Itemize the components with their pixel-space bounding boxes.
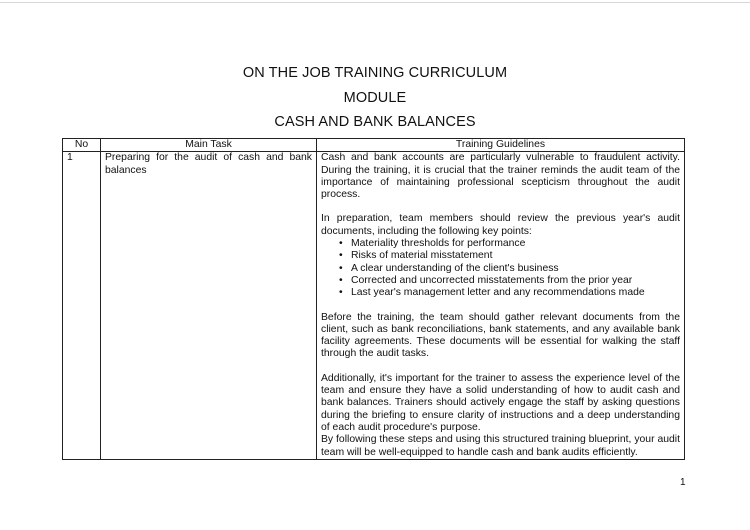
- guideline-paragraph: By following these steps and using this structured training blueprint, your audit team will be well-equipped to handle cash and bank audits efficiently.: [321, 434, 680, 458]
- list-item: • Last year's management letter and any recommendations made: [339, 287, 645, 299]
- bullet-icon: •: [339, 262, 343, 274]
- guideline-paragraph: Before the training, the team should gather relevant documents from the client, such as bank reconciliations, bank statements, and any available bank facility agreements. These documents will be essential for walking the staff through the audit tasks.: [321, 311, 680, 360]
- table-header-row: [63, 139, 685, 152]
- main-task-cell: Preparing for the audit of cash and bank balances: [101, 152, 317, 460]
- module-label: MODULE: [343, 90, 407, 106]
- module-name: CASH AND BANK BALANCES: [274, 114, 476, 130]
- guideline-paragraph: In preparation, team members should review the previous year's audit documents, including the following key points:: [321, 213, 680, 237]
- bullet-icon: •: [339, 274, 343, 286]
- bullet-icon: •: [339, 287, 343, 299]
- table-row: [63, 152, 685, 460]
- header-training-guidelines: Training Guidelines: [317, 139, 685, 152]
- row-number: 1: [63, 152, 101, 460]
- list-item: • Materiality thresholds for performance: [339, 238, 526, 250]
- guideline-paragraph: Additionally, it's important for the trainer to assess the experience level of the team and ensure they have a solid understanding of how to audit cash and bank balances. Trainers should actively engage the staff by asking questions during the briefing to ensure clarity of instructions and a deep understanding of each audit procedure's purpose.: [321, 372, 680, 433]
- document-title: ON THE JOB TRAINING CURRICULUM: [242, 65, 508, 81]
- list-item: • A clear understanding of the client's business: [339, 262, 559, 274]
- curriculum-table: [62, 138, 685, 460]
- key-points-list: [321, 238, 680, 299]
- header-no: No: [63, 139, 101, 152]
- bullet-icon: •: [339, 250, 343, 262]
- guideline-paragraph: Cash and bank accounts are particularly vulnerable to fraudulent activity. During the training, it is crucial that the trainer reminds the audit team of the importance of maintaining professional scepticism throughout the audit process.: [321, 152, 680, 201]
- bullet-icon: •: [339, 238, 343, 250]
- scan-top-edge: [0, 2, 750, 3]
- page-number: 1: [680, 477, 686, 488]
- header-main-task: Main Task: [101, 139, 317, 152]
- list-item: • Risks of material misstatement: [339, 250, 493, 262]
- list-item: • Corrected and uncorrected misstatements from the prior year: [339, 274, 633, 286]
- training-guidelines-cell: [317, 152, 685, 460]
